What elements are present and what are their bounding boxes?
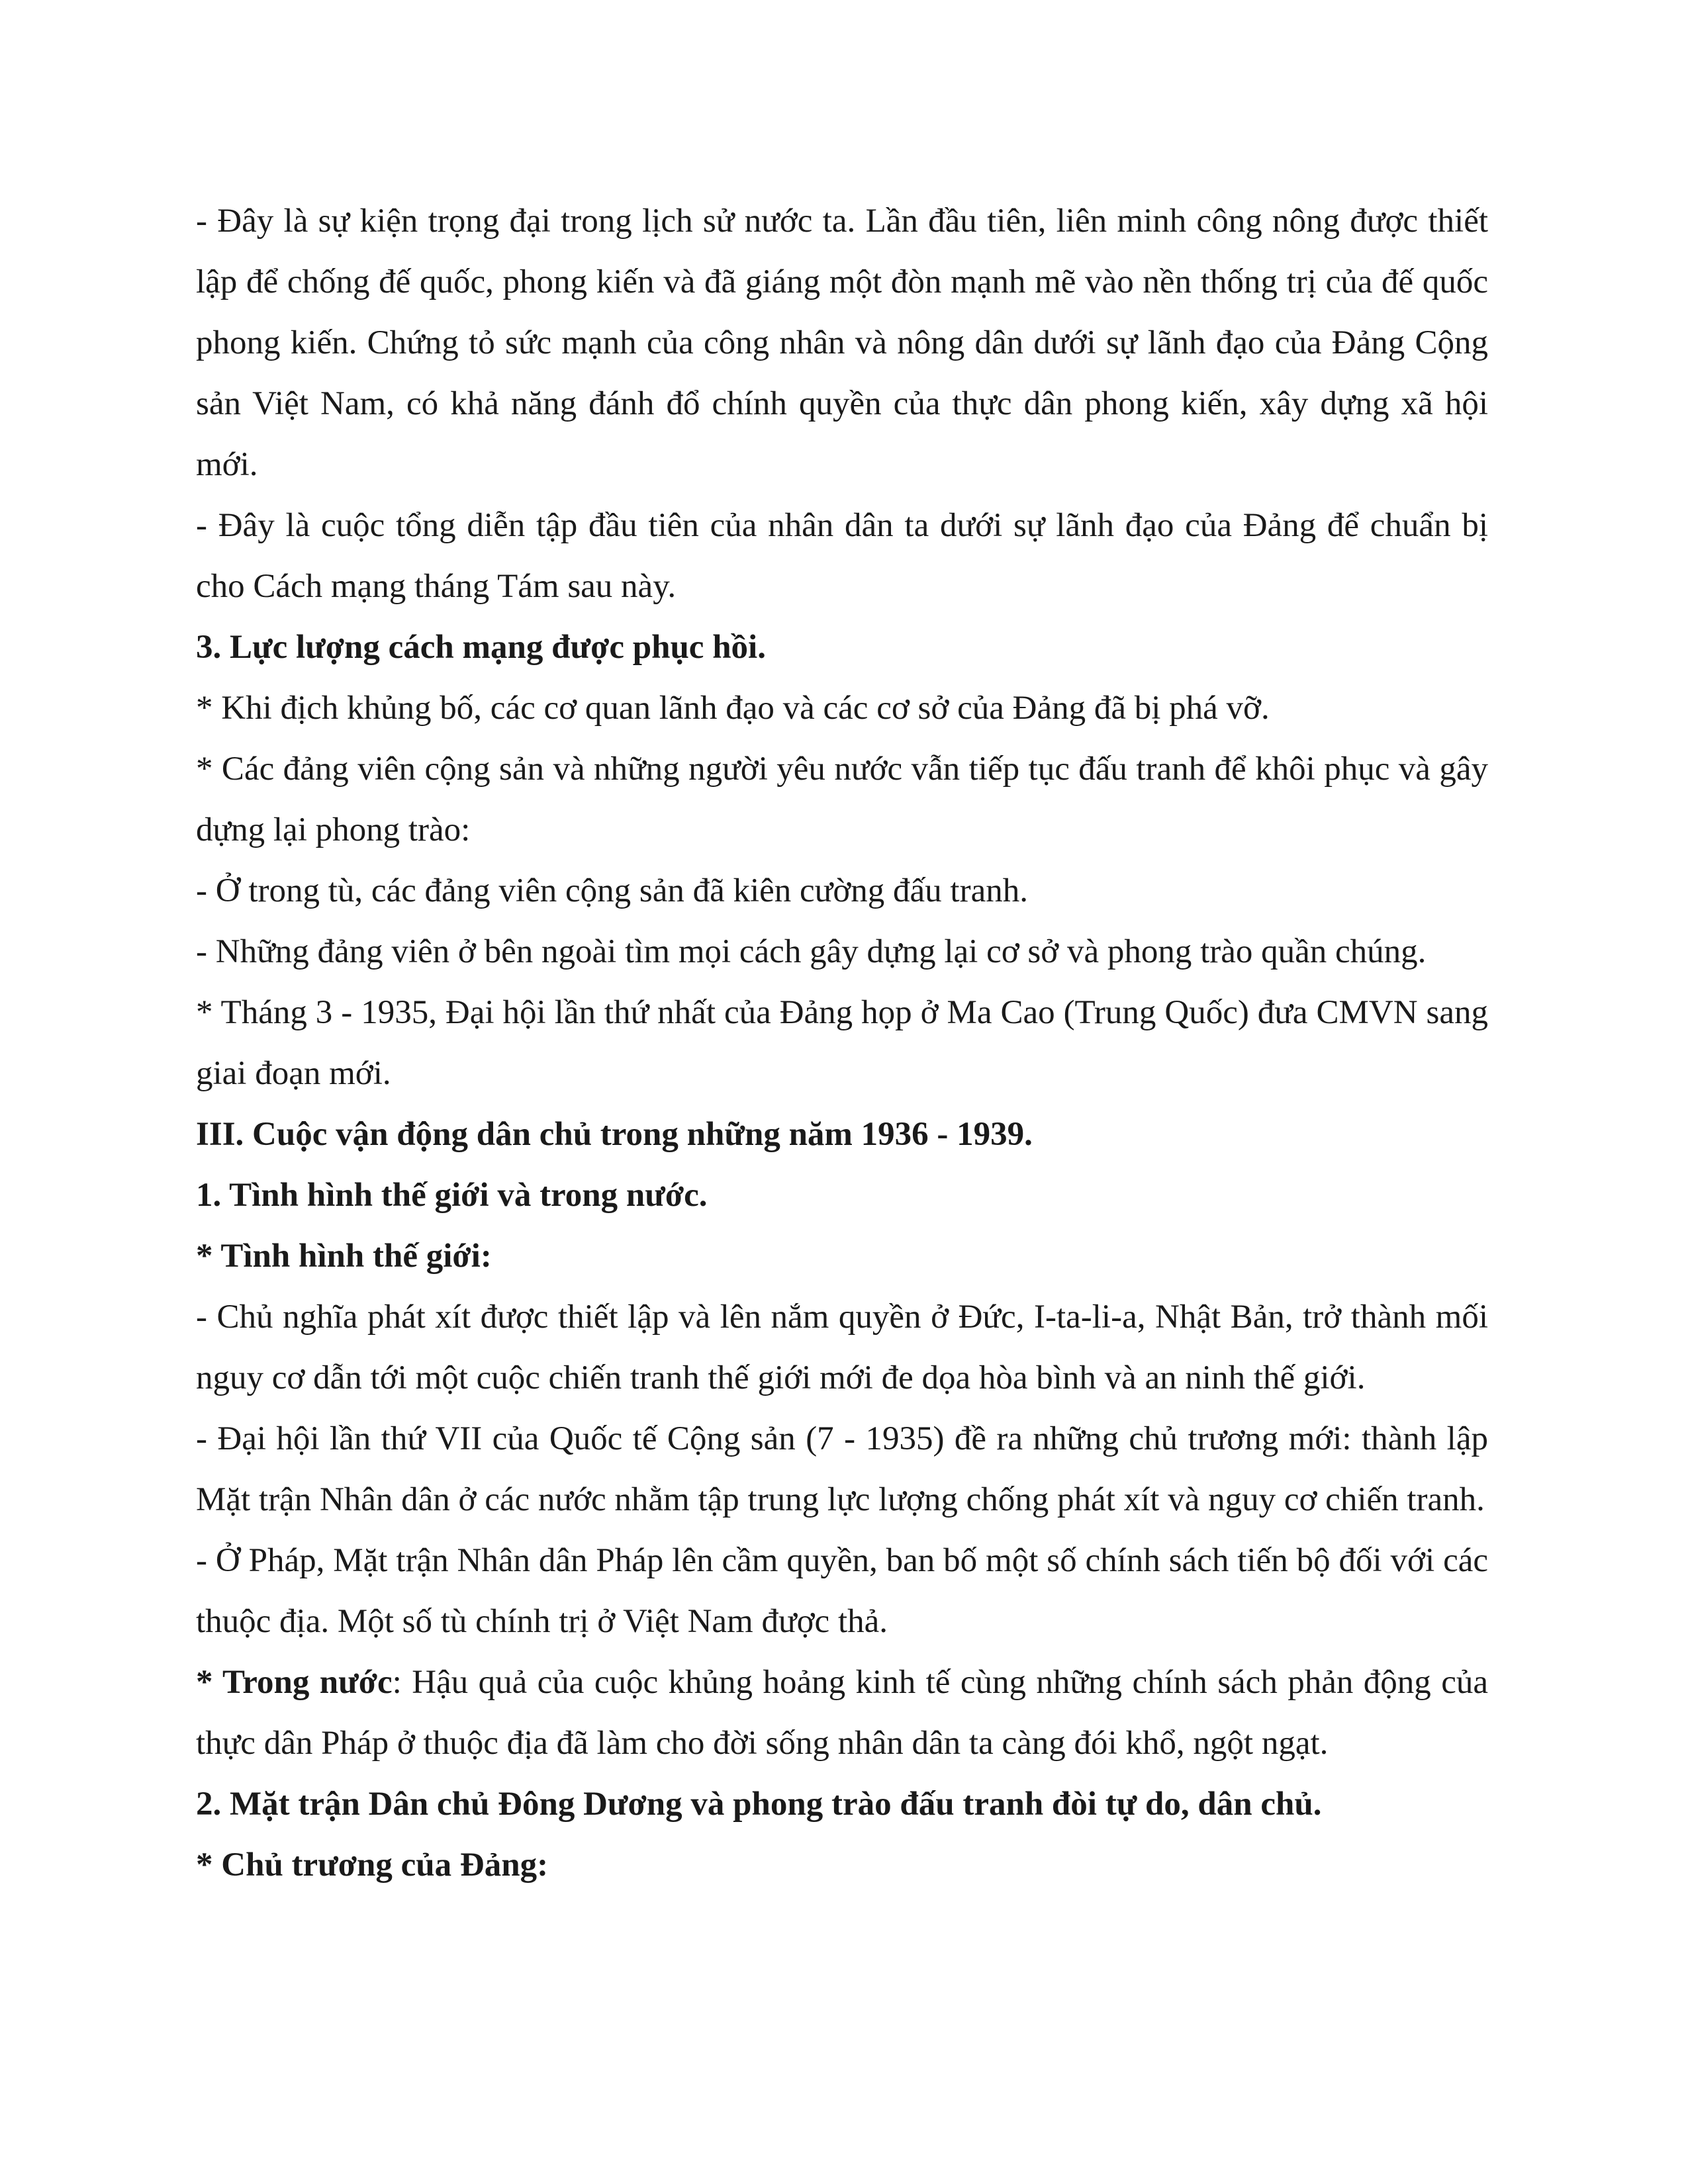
paragraph-comintern: - Đại hội lần thứ VII của Quốc tế Cộng sản (7 - 1935) đề ra những chủ trương mới: thành lập Mặt trận Nhân dân ở các nước nhằm tập trung lực lượng chống phát xít và nguy cơ chiến tranh. [196, 1420, 1488, 1518]
paragraph-outside: - Những đảng viên ở bên ngoài tìm mọi cách gây dựng lại cơ sở và phong trào quần chúng. [196, 933, 1427, 970]
paragraph-macao-congress: * Tháng 3 - 1935, Đại hội lần thứ nhất của Đảng họp ở Ma Cao (Trung Quốc) đưa CMVN sang giai đoạn mới. [196, 994, 1488, 1092]
paragraph-domestic [196, 1652, 1488, 1774]
domestic-text: : Hậu quả của cuộc khủng hoảng kinh tế cùng những chính sách phản động của thực dân Pháp ở thuộc địa đã làm cho đời sống nhân dân ta càng đói khổ, ngột ngạt. [196, 1664, 1489, 1762]
heading-indochina-front: 2. Mặt trận Dân chủ Đông Dương và phong trào đấu tranh đòi tự do, dân chủ. [196, 1786, 1322, 1823]
domestic-label: * Trong nước [196, 1664, 393, 1701]
paragraph-significance: - Đây là sự kiện trọng đại trong lịch sử nước ta. Lần đầu tiên, liên minh công nông được thiết lập để chống đế quốc, phong kiến và đã giáng một đòn mạnh mẽ vào nền thống trị của đế quốc phong kiến. Chứng tỏ sức mạnh của công nhân và nông dân dưới sự lãnh đạo của Đảng Cộng sản Việt Nam, có khả năng đánh đổ chính quyền của thực dân phong kiến, xây dựng xã hội mới. [196, 203, 1488, 483]
heading-world-situation: * Tình hình thế giới: [196, 1238, 492, 1275]
paragraph-terror: * Khi địch khủng bố, các cơ quan lãnh đạo và các cơ sở của Đảng đã bị phá vỡ. [196, 690, 1270, 727]
paragraph-fascism: - Chủ nghĩa phát xít được thiết lập và lên nắm quyền ở Đức, I-ta-li-a, Nhật Bản, trở thành mối nguy cơ dẫn tới một cuộc chiến tranh thế giới mới đe dọa hòa bình và an ninh thế giới. [196, 1298, 1488, 1396]
heading-party-policy: * Chủ trương của Đảng: [196, 1846, 549, 1884]
heading-democratic-movement: III. Cuộc vận động dân chủ trong những năm 1936 - 1939. [196, 1116, 1033, 1153]
paragraph-prison: - Ở trong tù, các đảng viên cộng sản đã kiên cường đấu tranh. [196, 872, 1028, 909]
heading-revolutionary-forces: 3. Lực lượng cách mạng được phục hồi. [196, 629, 766, 666]
document-body [196, 191, 1488, 1895]
paragraph-rehearsal: - Đây là cuộc tổng diễn tập đầu tiên của nhân dân ta dưới sự lãnh đạo của Đảng để chuẩn bị cho Cách mạng tháng Tám sau này. [196, 507, 1488, 605]
heading-situation: 1. Tình hình thế giới và trong nước. [196, 1177, 708, 1214]
paragraph-france: - Ở Pháp, Mặt trận Nhân dân Pháp lên cầm quyền, ban bố một số chính sách tiến bộ đối với các thuộc địa. Một số tù chính trị ở Việt Nam được thả. [196, 1542, 1488, 1640]
paragraph-members-continue: * Các đảng viên cộng sản và những người yêu nước vẫn tiếp tục đấu tranh để khôi phục và gây dựng lại phong trào: [196, 751, 1488, 848]
